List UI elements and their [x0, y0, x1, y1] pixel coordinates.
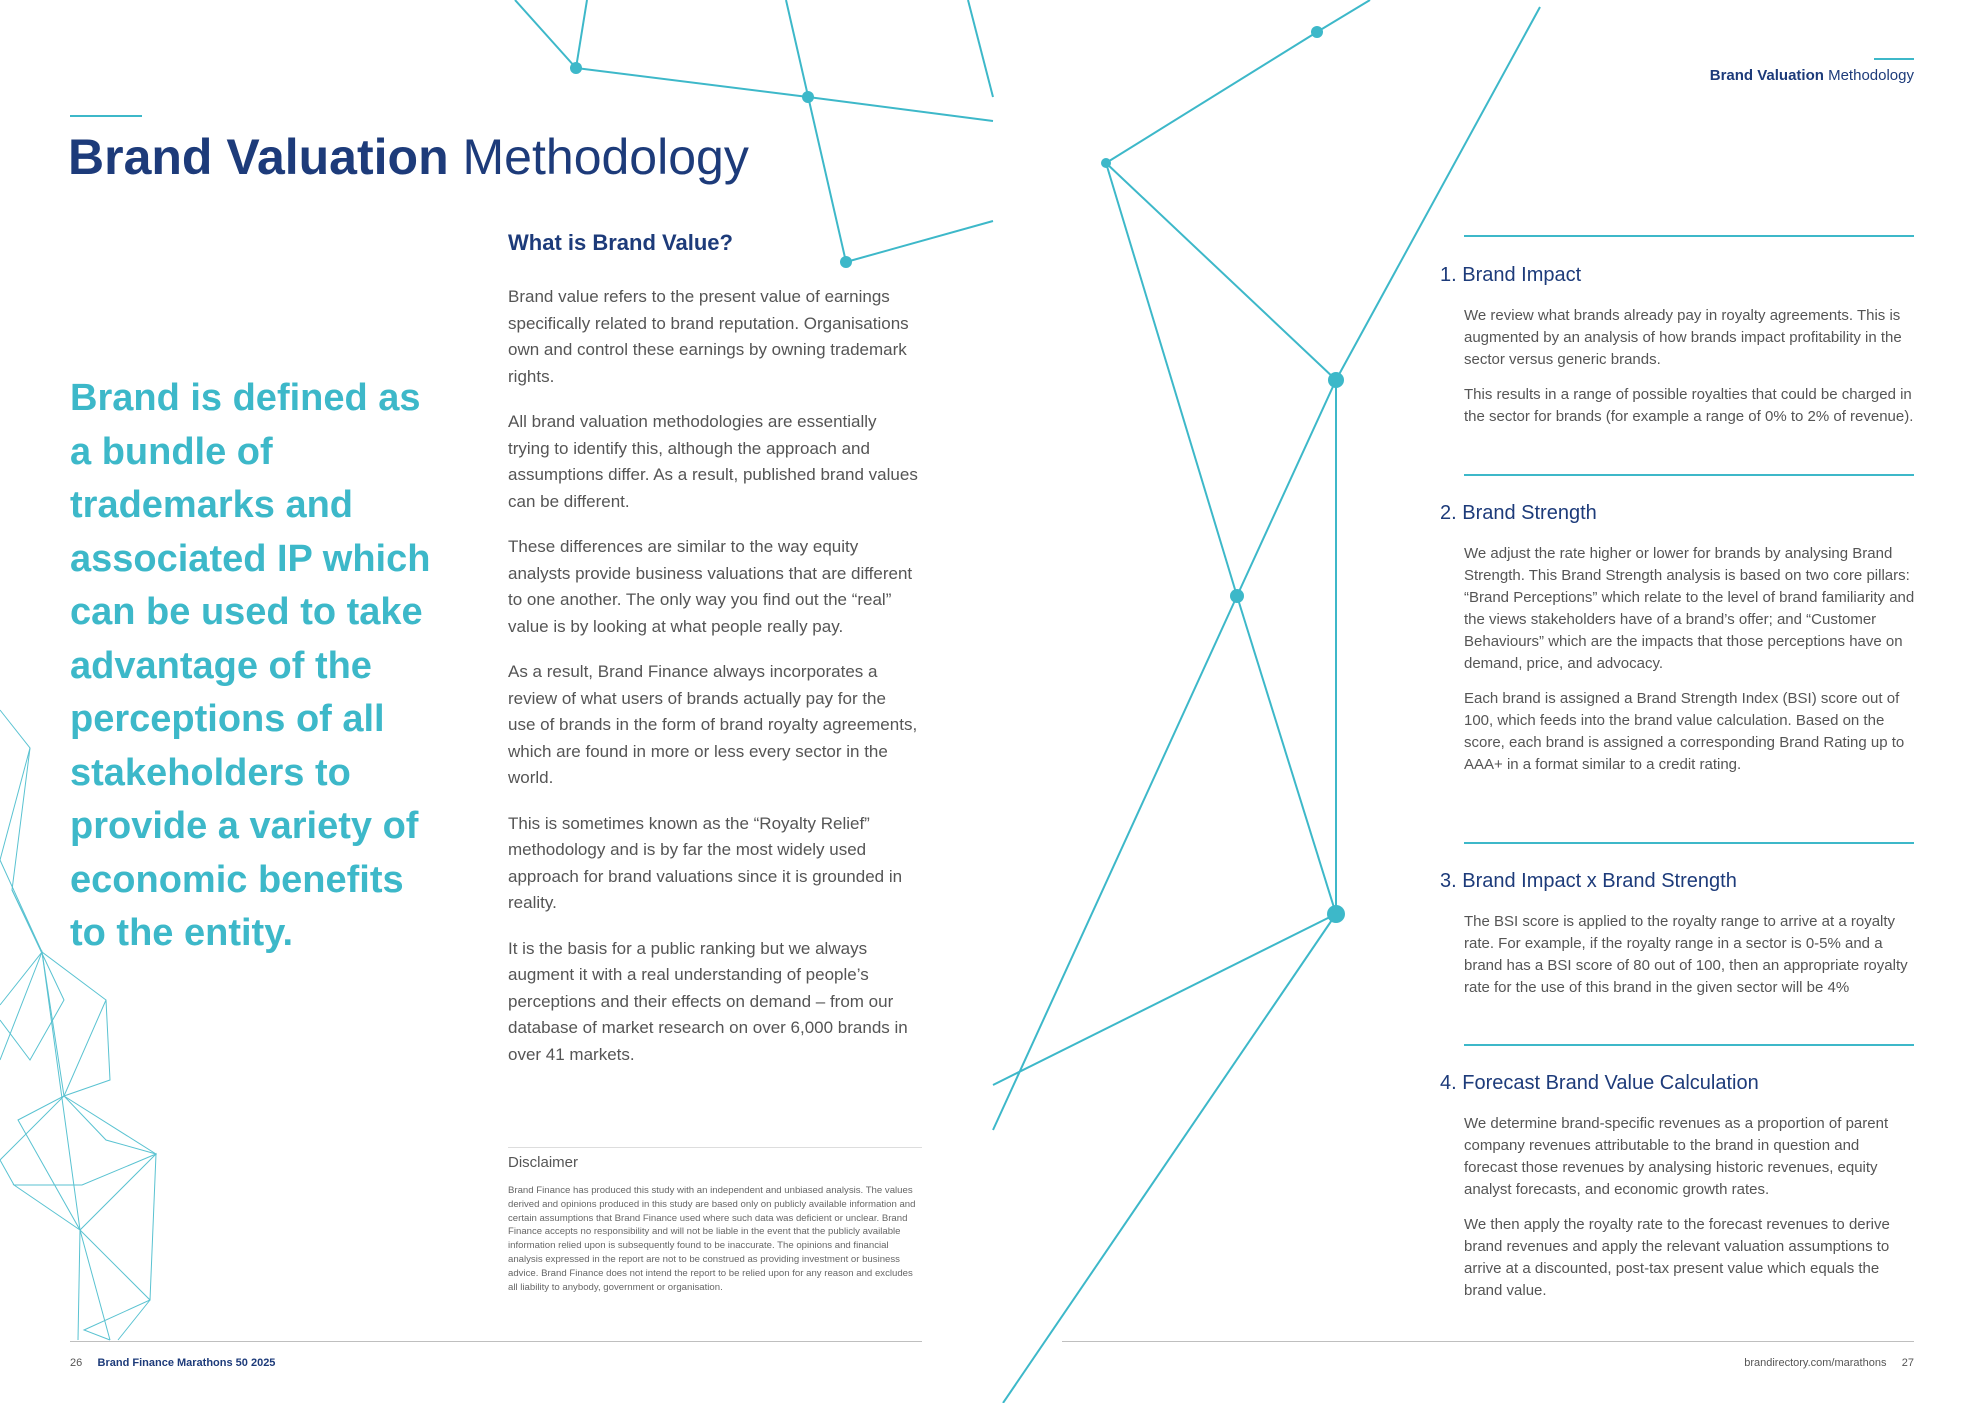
section-impact-x-strength: [1440, 870, 1915, 1012]
section-forecast-calculation: [1440, 1072, 1915, 1315]
disclaimer-divider: [508, 1147, 922, 1148]
section-heading: 2. Brand Strength: [1440, 502, 1597, 524]
section-paragraph: We adjust the rate higher or lower for brands by analysing Brand Strength. This Brand Strength analysis is based on two core pillars: “Brand Perceptions” which relate to the level of brand familiarity and the views stakeholders have of a brand’s offer; and “Customer Behaviours” which are the impacts that those perceptions have on demand, price, and advocacy.: [1464, 545, 1915, 672]
section-paragraph: We then apply the royalty rate to the forecast revenues to derive brand revenues and apply the relevant valuation assumptions to arrive at a discounted, post-tax present value which equals the brand value.: [1464, 1216, 1890, 1299]
body-paragraph: Brand value refers to the present value of earnings specifically related to brand reputation. Organisations own and control these earnings by owning trademark rights.: [508, 287, 909, 386]
footer-rule-right: [1062, 1341, 1914, 1342]
publication-title: Brand Finance Marathons 50 2025: [97, 1357, 276, 1369]
section-paragraph: This results in a range of possible royalties that could be charged in the sector for brands (for example a range of 0% to 2% of revenue).: [1464, 386, 1914, 425]
section-brand-impact: [1440, 264, 1915, 441]
section-brand-strength: [1440, 502, 1915, 789]
page-title: [68, 130, 749, 185]
what-is-brand-value-heading: What is Brand Value?: [508, 230, 733, 255]
body-paragraph: This is sometimes known as the “Royalty Relief” methodology and is by far the most widely used approach for brand valuations since it is grounded in reality.: [508, 813, 903, 912]
disclaimer-text: Brand Finance has produced this study with an independent and unbiased analysis. The values derived and opinions produced in this study are based only on publicly available information and certain assumptions that Brand Finance used where such data was deficient or unclear. Brand Finance accepts no responsibility and will not be liable in the event that the publicly available information relied upon is subsequently found to be inaccurate. The opinions and financial analysis expressed in the report are not to be construed as providing investment or business advice. Brand Finance does not intend the report to be relied upon for any reason and excludes all liability to anybody, government or organisation.: [508, 1185, 916, 1293]
section-divider: [1464, 474, 1914, 476]
running-header: [1710, 67, 1914, 84]
footer-left: [70, 1357, 275, 1369]
section-paragraph: We determine brand-specific revenues as a proportion of parent company revenues attributable to the brand in question and forecast those revenues by analysing historic revenues, equity analyst forecasts, and economic growth rates.: [1464, 1115, 1889, 1198]
footer-url-link[interactable]: brandirectory.com/marathons: [1744, 1357, 1887, 1369]
footer-rule-left: [70, 1341, 922, 1342]
running-header-rest: Methodology: [1828, 67, 1914, 84]
brand-value-column: [508, 230, 918, 1087]
section-paragraph: Each brand is assigned a Brand Strength Index (BSI) score out of 100, which feeds into the brand value calculation. Based on the score, each brand is assigned a corresponding Brand Rating up to AAA+ in a format similar to a credit rating.: [1464, 690, 1905, 773]
section-paragraph: We review what brands already pay in royalty agreements. This is augmented by an analysis of how brands impact profitability in the sector versus generic brands.: [1464, 307, 1902, 368]
section-heading: 4. Forecast Brand Value Calculation: [1440, 1072, 1759, 1094]
running-header-bold: Brand Valuation: [1709, 67, 1824, 84]
section-divider: [1464, 235, 1914, 237]
section-paragraph: The BSI score is applied to the royalty range to arrive at a royalty rate. For example, if the royalty range in a sector is 0-5% and a brand has a BSI score of 80 out of 100, then an appropriate royalty rate for the use of this brand in the given sector will be 4%: [1464, 913, 1908, 996]
body-paragraph: These differences are similar to the way equity analysts provide business valuations that are different to one another. The only way you find out the “real” value is by looking at what people really pay.: [508, 537, 913, 636]
page-number-right: 27: [1901, 1357, 1914, 1369]
disclaimer-title: Disclaimer: [508, 1154, 579, 1171]
page-number-left: 26: [70, 1357, 83, 1369]
section-divider: [1464, 842, 1914, 844]
section-heading: 1. Brand Impact: [1440, 264, 1582, 286]
section-heading: 3. Brand Impact x Brand Strength: [1440, 870, 1737, 892]
header-accent-rule: [1874, 58, 1914, 60]
body-paragraph: All brand valuation methodologies are essentially trying to identify this, although the approach and assumptions differ. As a result, published brand values can be different.: [508, 412, 918, 511]
section-divider: [1464, 1044, 1914, 1046]
title-accent-rule: [70, 115, 142, 117]
footer-right: [1744, 1357, 1914, 1369]
body-paragraph: It is the basis for a public ranking but we always augment it with a real understanding of people’s perceptions and their effects on demand – from our database of market research on over 6,000 brands in over 41 markets.: [508, 938, 908, 1064]
page-title-rest: Methodology: [462, 129, 749, 185]
page-title-bold: Brand Valuation: [68, 129, 449, 185]
body-paragraph: As a result, Brand Finance always incorporates a review of what users of brands actually pay for the use of brands in the form of brand royalty agreements, which are found in more or less every sector in the world.: [508, 662, 918, 787]
pull-quote: Brand is defined as a bundle of trademarks and associated IP which can be used to take advantage of the perceptions of all stakeholders to provide a variety of economic benefits to the entity.: [70, 377, 431, 954]
